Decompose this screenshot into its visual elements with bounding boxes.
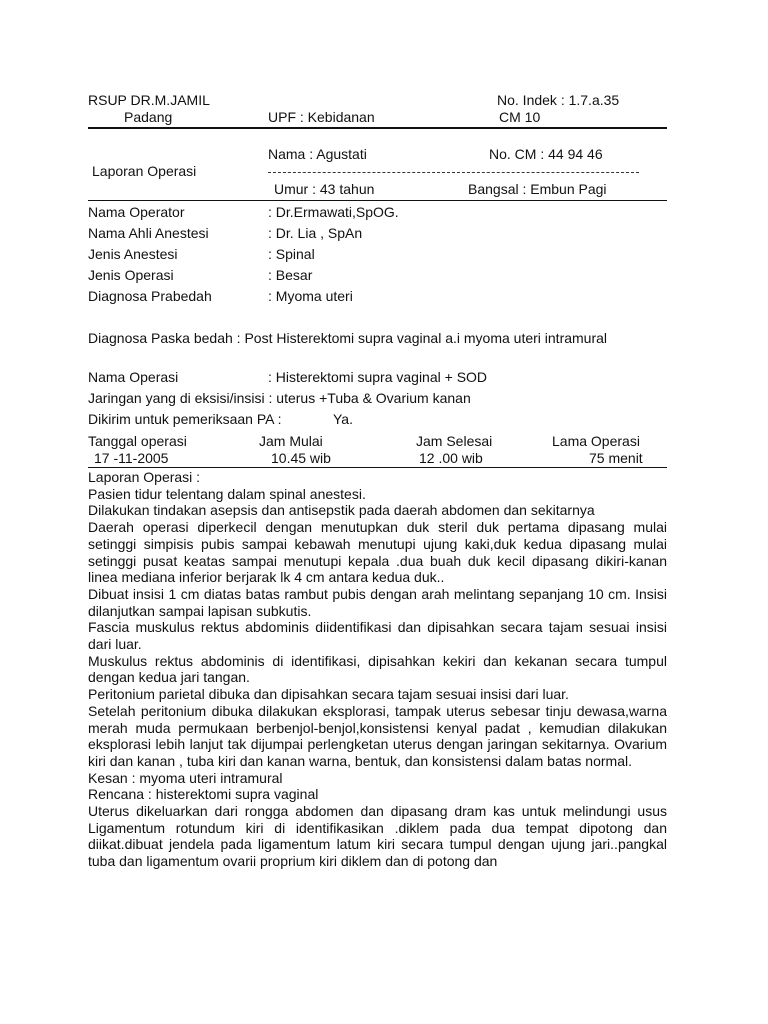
report-paragraph: Laporan Operasi : xyxy=(88,469,201,485)
patient-no-cm: No. CM : 44 94 46 xyxy=(489,146,603,162)
report-paragraph: Dibuat insisi 1 cm diatas batas rambut pubis dengan arah melintang sepanjang 10 cm. Insisi dilanjutkan sampai lapisan subkutis. xyxy=(88,585,667,619)
patient-name: Nama : Agustati xyxy=(268,146,367,162)
timing-value: 75 menit xyxy=(589,450,643,466)
timing-header: Jam Selesai xyxy=(416,433,493,449)
field-label: Diagnosa Prabedah xyxy=(88,288,212,304)
field-value: : Besar xyxy=(268,267,313,283)
report-paragraph: Uterus dikeluarkan dari rongga abdomen dan dipasang dram kas untuk melindungi usus Ligamentum rotundum kiri di identifikasikan .diklem pada dua tempat dipotong dan diikat.dibuat jendela pada ligamentum latum kiri secara tumpul dengan ujung jari..pangkal tuba dan ligamentum ovarii proprium kiri diklem dan di potong dan xyxy=(88,803,667,870)
dikirim-pa-value: Ya. xyxy=(333,411,353,427)
patient-divider-dashed xyxy=(268,172,639,173)
field-value: : Dr. Lia , SpAn xyxy=(268,225,363,241)
timing-value: 10.45 wib xyxy=(271,450,331,466)
timing-header: Tanggal operasi xyxy=(88,433,187,449)
report-paragraph: Dilakukan tindakan asepsis dan antisepstik pada daerah abdomen dan sekitarnya xyxy=(88,502,595,519)
dikirim-pa-label: Dikirim untuk pemeriksaan PA : xyxy=(88,411,282,427)
report-paragraph: Rencana : histerektomi supra vaginal xyxy=(88,786,319,803)
field-value: : Spinal xyxy=(268,246,315,262)
jaringan-eksisi: Jaringan yang di eksisi/insisi : uterus +Tuba & Ovarium kanan xyxy=(88,390,471,406)
patient-divider xyxy=(88,200,667,201)
timing-header: Jam Mulai xyxy=(259,433,323,449)
report-paragraph: Muskulus rektus abdominis di identifikasi, dipisahkan kekiri dan kekanan secara tumpul dengan kedua jari tangan. xyxy=(88,652,667,686)
diagnosa-paska-bedah: Diagnosa Paska bedah : Post Histerektomi supra vaginal a.i myoma uteri intramural xyxy=(88,330,608,346)
field-label: Nama Ahli Anestesi xyxy=(88,225,209,241)
hospital-name: RSUP DR.M.JAMIL xyxy=(88,92,210,108)
report-paragraph: Kesan : myoma uteri intramural xyxy=(88,769,283,786)
field-label: Jenis Anestesi xyxy=(88,246,178,262)
nama-operasi-label: Nama Operasi xyxy=(88,369,179,385)
report-paragraph: Setelah peritonium dibuka dilakukan eksplorasi, tampak uterus sebesar tinju dewasa,warna merah muda permukaan berbenjol-benjol,konsistensi kenyal padat , kemudian dilakukan eksplorasi lebih lanjut tak dijumpai perlengketan uterus dengan jaringan sekitarnya. Ovarium kiri dan kanan , tuba kiri dan kanan warna, bentuk, dan konsistensi dalam batas normal. xyxy=(88,702,667,769)
report-paragraph: Pasien tidur telentang dalam spinal anestesi. xyxy=(88,485,366,502)
hospital-city: Padang xyxy=(124,109,173,125)
field-label: Nama Operator xyxy=(88,204,185,220)
patient-age: Umur : 43 tahun xyxy=(274,181,375,197)
cm-form-code: CM 10 xyxy=(499,109,541,125)
upf-label: UPF : Kebidanan xyxy=(268,109,375,125)
report-paragraph: Fascia muskulus rektus abdominis diidentifikasi dan dipisahkan secara tajam sesuai insisi dari luar. xyxy=(88,619,667,653)
field-value: : Myoma uteri xyxy=(268,288,353,304)
nama-operasi-value: : Histerektomi supra vaginal + SOD xyxy=(268,369,488,385)
report-paragraph: Peritonium parietal dibuka dan dipisahkan secara tajam sesuai insisi dari luar. xyxy=(88,686,569,703)
field-label: Jenis Operasi xyxy=(88,267,174,283)
timing-value: 12 .00 wib xyxy=(419,450,483,466)
report-title: Laporan Operasi xyxy=(92,163,197,179)
field-value: : Dr.Ermawati,SpOG. xyxy=(268,204,399,220)
timing-divider xyxy=(88,467,667,468)
patient-ward: Bangsal : Embun Pagi xyxy=(468,181,607,197)
timing-header: Lama Operasi xyxy=(552,433,640,449)
report-body xyxy=(88,469,667,870)
report-paragraph: Daerah operasi diperkecil dengan menutupkan duk steril duk pertama dipasang mulai setinggi simpisis pubis sampai kebawah menutupi ujung kaki,duk kedua dipasang mulai setinggi pusat keatas sampai menutupi kepala .dua buah duk kecil dipasang dikiri-kanan linea mediana inferior berjarak lk 4 cm antara kedua duk.. xyxy=(88,519,667,586)
no-indek: No. Indek : 1.7.a.35 xyxy=(497,92,620,108)
header-divider xyxy=(88,127,667,129)
timing-value: 17 -11-2005 xyxy=(94,450,169,466)
